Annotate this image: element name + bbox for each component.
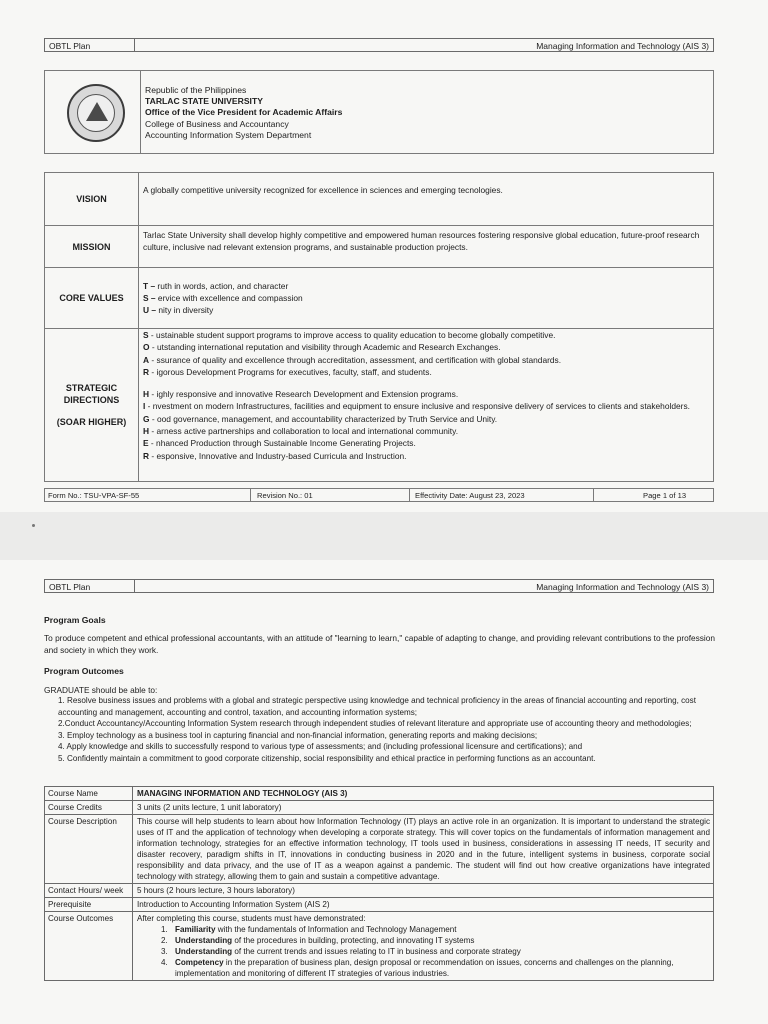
strategic-item: O - utstanding international reputation and visibility through Academic and Research Exchanges. xyxy=(143,342,501,353)
strategic-item: R - esponsive, Innovative and Industry-based Curricula and Instruction. xyxy=(143,450,407,461)
course-name-value: MANAGING INFORMATION AND TECHNOLOGY (AIS 3) xyxy=(137,789,348,798)
form-number: Form No.: TSU-VPA-SF-55 xyxy=(48,491,140,500)
course-outcomes-intro: After completing this course, students must have demonstrated: xyxy=(137,914,366,923)
outcome-item: 2.Conduct Accountancy/Accounting Information System research through independent studies of relevant literature and appropriate use of accounting theory and methodologies; xyxy=(58,719,692,728)
university-header xyxy=(44,70,714,154)
program-outcomes-list xyxy=(58,695,718,764)
outcome-item: 1. Resolve business issues and problems with a global and strategic perspective using knowledge and technical proficiency in the areas of financial accounting and reporting, cost accounting and management, accounting and control, taxation, and accounting information systems; xyxy=(58,696,696,717)
course-name-row xyxy=(45,787,713,801)
program-outcomes-title: Program Outcomes xyxy=(44,666,124,676)
header-right: Managing Information and Technology (AIS 3) xyxy=(536,40,709,51)
page-header xyxy=(44,579,714,593)
course-outcomes-value xyxy=(137,912,713,980)
prerequisite-label: Prerequisite xyxy=(45,898,133,911)
revision-number: Revision No.: 01 xyxy=(257,491,313,500)
mission-row xyxy=(45,226,713,268)
course-name-label: Course Name xyxy=(45,787,133,800)
uni-line: College of Business and Accountancy xyxy=(145,118,289,129)
course-description-row xyxy=(45,815,713,884)
strategic-item: H - ighly responsive and innovative Research Development and Extension programs. xyxy=(143,389,459,400)
uni-line: Republic of the Philippines xyxy=(145,85,247,95)
header-left: OBTL Plan xyxy=(49,582,91,592)
program-goals-text: To produce competent and ethical professional accountants, with an attitude of "learning to learn," capable of adapting to change, and providing relevant contributions to the profession and society in which they work. xyxy=(44,633,715,655)
page-gap xyxy=(0,512,768,560)
program-goals-title: Program Goals xyxy=(44,615,106,625)
core-values-label: CORE VALUES xyxy=(45,268,139,328)
effectivity-date: Effectivity Date: August 23, 2023 xyxy=(415,491,525,500)
graduate-intro: GRADUATE should be able to: xyxy=(44,685,158,695)
course-outcomes-label: Course Outcomes xyxy=(45,912,133,980)
vision-text: A globally competitive university recognized for excellence in sciences and emerging tecnologies. xyxy=(143,185,503,195)
course-outcome-item: 1. Familiarity with the fundamentals of Information and Technology Management xyxy=(161,925,457,934)
course-credits-value: 3 units (2 units lecture, 1 unit laboratory) xyxy=(137,803,282,812)
core-value-item: U – nity in diversity xyxy=(143,304,214,315)
course-outcomes-row xyxy=(45,912,713,980)
page-header xyxy=(44,38,714,52)
vision-row xyxy=(45,173,713,226)
university-seal-icon xyxy=(67,84,125,142)
contact-hours-value: 5 hours (2 hours lecture, 3 hours laboratory) xyxy=(137,886,295,895)
vision-label: VISION xyxy=(45,173,139,225)
course-outcome-item: 3. Understanding of the current trends and issues relating to IT in business and corporate strategy xyxy=(161,947,521,956)
strategic-item: E - nhanced Production through Sustainable Income Generating Projects. xyxy=(143,438,416,449)
mission-label: MISSION xyxy=(45,226,139,267)
uni-line: Office of the Vice President for Academic Affairs xyxy=(145,107,343,118)
outcome-item: 4. Apply knowledge and skills to successfully respond to various type of assessments; and (including professional licensure and certifications); and xyxy=(58,742,583,751)
course-outcome-item: 2. Understanding of the procedures in building, protecting, and innovating IT systems xyxy=(161,936,475,945)
strategic-item: S - ustainable student support programs to improve access to quality education to become globally competitive. xyxy=(143,330,556,340)
logo-cell xyxy=(45,71,141,153)
vision-mission-table xyxy=(44,172,714,482)
document-page-2 xyxy=(0,560,768,1024)
page-footer xyxy=(44,488,714,502)
header-right: Managing Information and Technology (AIS 3) xyxy=(536,581,709,592)
university-text xyxy=(145,85,342,141)
course-outcomes-list xyxy=(137,924,710,979)
course-info-table xyxy=(44,786,714,981)
outcome-item: 3. Employ technology as a business tool in capturing financial and non-financial information, generating reports and making decisions; xyxy=(58,730,538,740)
course-credits-row xyxy=(45,801,713,815)
course-description-label: Course Description xyxy=(45,815,133,883)
header-left: OBTL Plan xyxy=(49,41,91,51)
contact-hours-row xyxy=(45,884,713,898)
course-credits-label: Course Credits xyxy=(45,801,133,814)
strategic-item: A - ssurance of quality and excellence through accreditation, assessment, and certification with global standards. xyxy=(143,354,562,365)
uni-line: Accounting Information System Department xyxy=(145,129,312,140)
uni-line: TARLAC STATE UNIVERSITY xyxy=(145,96,263,107)
outcome-item: 5. Confidently maintain a commitment to good corporate citizenship, social responsibility and ethical practice in performing functions as an accountant. xyxy=(58,753,596,763)
prerequisite-row xyxy=(45,898,713,912)
strategic-directions-text xyxy=(143,329,713,465)
core-value-item: S – ervice with excellence and compassion xyxy=(143,292,303,303)
core-values-text xyxy=(143,268,713,319)
core-value-item: T – ruth in words, action, and character xyxy=(143,281,289,291)
course-outcome-item: 4. Competency in the preparation of business plan, design proposal or recommendation on issues, concerns and challenges on the planning, implementation and monitoring of different IT strategies of various industries. xyxy=(161,958,674,978)
core-values-row xyxy=(45,268,713,329)
strategic-directions-label: STRATEGIC DIRECTIONS (SOAR HIGHER) xyxy=(45,329,139,481)
course-description-value: This course will help students to learn about how Information Technology (IT) plays an active role in an organization. It is important to understand the strategic uses of IT and the application of technology when developing a corporate strategy. This will cover topics on the fundamentals of information management and information technology, strategies for an effective information technology, IT tools used in business, considerations in assessing IT needs, IT security and disaster recovery, paradigm shifts in IT, innovations in conducting business in 2020 and in the future, intelligent systems in business, corporate social responsibility and data privacy, and the use of IT as a weapon against a pandemic. The student will find out how creative organizations have integrated technology with strategy, allowing them to gain and sustain a competitive advantage. xyxy=(137,817,710,881)
strategic-item: G - ood governance, management, and accountability characterized by Truth Service and Unity. xyxy=(143,413,498,424)
page-number: Page 1 of 13 xyxy=(643,491,687,500)
strategic-item: H - arness active partnerships and collaboration to local and international community. xyxy=(143,426,459,437)
contact-hours-label: Contact Hours/ week xyxy=(45,884,133,897)
strategic-item: I - nvestment on modern Infrastructures, facilities and equipment to ensure inclusive and responsive delivery of services to clients and stakeholders. xyxy=(143,401,690,412)
mission-text: Tarlac State University shall develop highly competitive and empowered human resources fostering responsive global education, future-proof research culture, inclusive nad relevant extension programs, and sustainable production projects. xyxy=(143,230,700,252)
strategic-item: R - igorous Development Programs for executives, faculty, staff, and students. xyxy=(143,366,432,377)
prerequisite-value: Introduction to Accounting Information System (AIS 2) xyxy=(137,900,330,909)
strategic-directions-row xyxy=(45,329,713,481)
